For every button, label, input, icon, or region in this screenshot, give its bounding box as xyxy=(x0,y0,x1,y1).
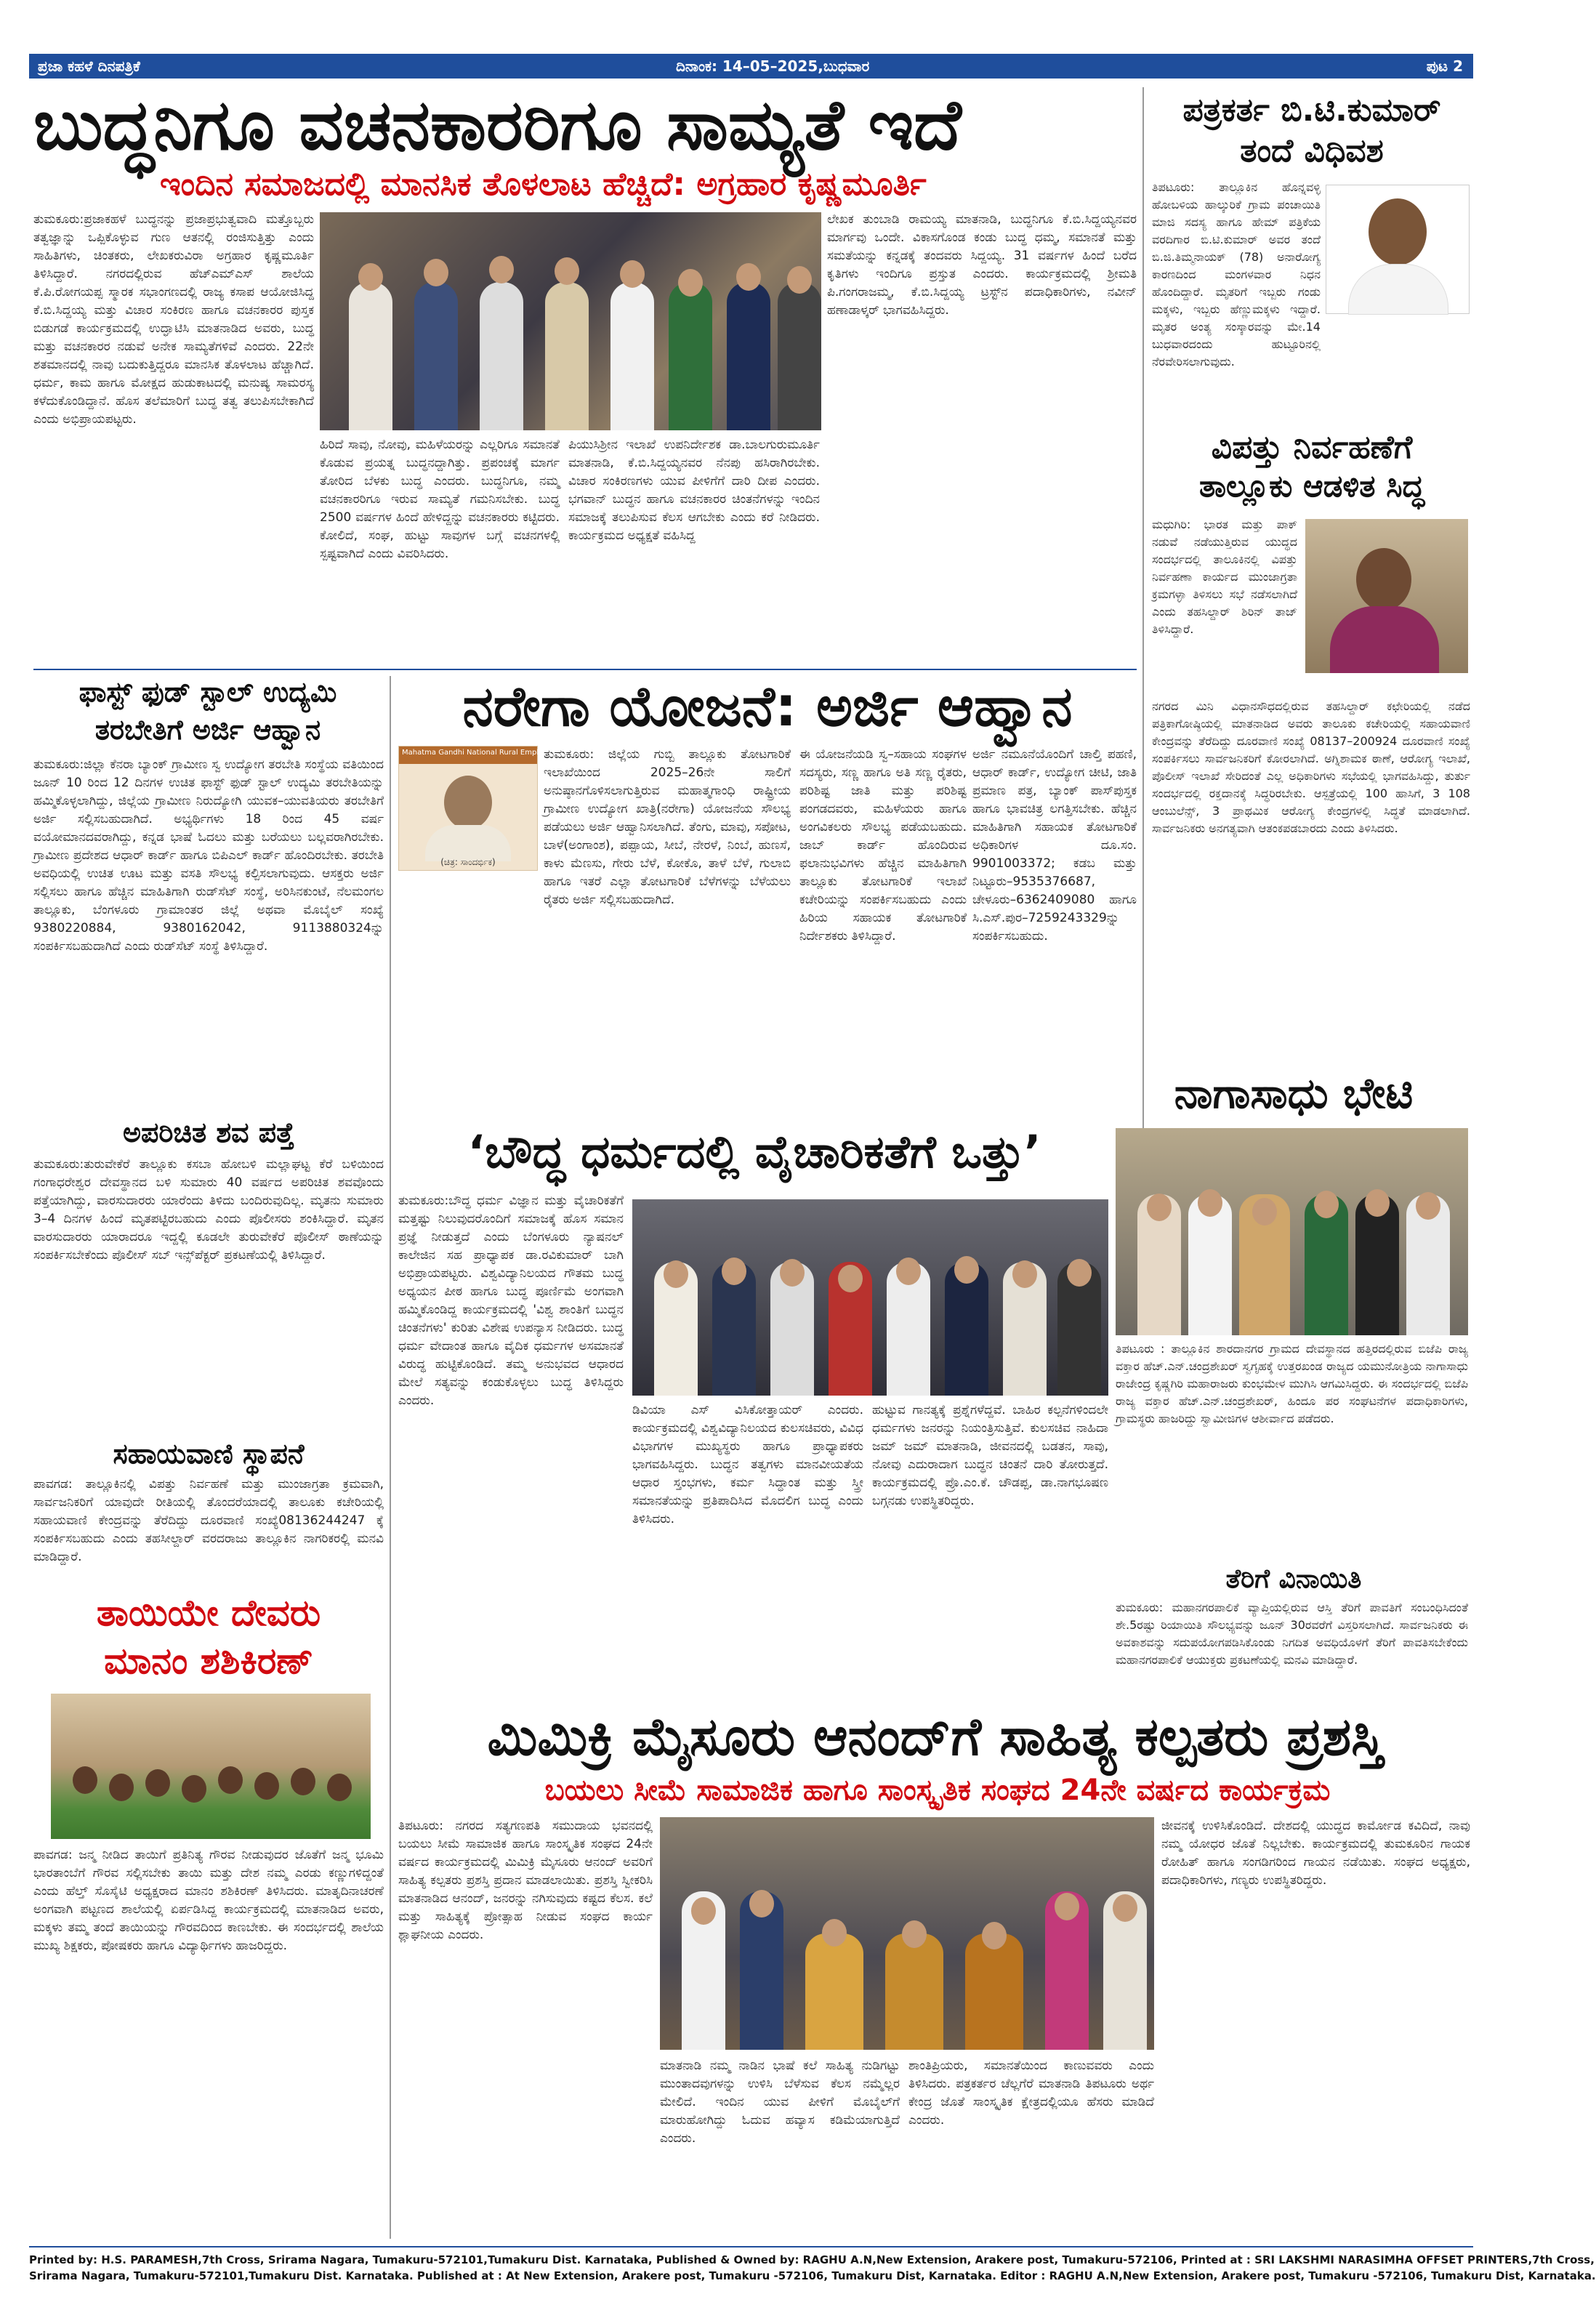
fastfood-headline-1: ಫಾಸ್ಟ್ ಫುಡ್ ಸ್ಟಾಲ್ ಉದ್ಯಮಿ xyxy=(78,676,337,708)
buddha-event-photo xyxy=(632,1199,1108,1396)
tax-headline: ತೆರಿಗೆ ವಿನಾಯಿತಿ xyxy=(1225,1564,1362,1594)
nrega-headline: ನರೇಗಾ ಯೋಜನೆ: ಅರ್ಜಿ ಆಹ್ವಾನ xyxy=(462,674,1073,739)
mimicry-headline: ಮಿಮಿಕ್ರಿ ಮೈಸೂರು ಆನಂದ್‌ಗೆ ಸಾಹಿತ್ಯ ಕಲ್ಪತರು ಪ್ರಶಸ್ತಿ xyxy=(487,1706,1384,1767)
buddha-column-1: ತುಮಕೂರು:ಬೌದ್ಧ ಧರ್ಮ ವಿಜ್ಞಾನ ಮತ್ತು ವೈಚಾರಿಕತೆಗೆ ಮತ್ತಷ್ಟು ನಿಲುವುದರೊಂದಿಗೆ ಸಮಾಜಕ್ಕೆ ಹೊಸ ಸಮಾನ ಪ್ರಜ್ಞೆ ನೀಡುತ್ತದೆ ಎಂದು ಬೆಂಗಳೂರು ನ್ಯಾಷನಲ್ ಕಾಲೇಜಿನ ಸಹ ಪ್ರಾಧ್ಯಾಪಕ ಡಾ.ರವಿಕುಮಾರ್ ಬಾಗಿ ಅಭಿಪ್ರಾಯಪಟ್ಟರು. ವಿಶ್ವವಿದ್ಯಾನಿಲಯದ ಗೌತಮ ಬುದ್ಧ ಅಧ್ಯಯನ ಪೀಠ ಹಾಗೂ ಬುದ್ಧ ಪೂರ್ಣಿಮೆ ಅಂಗವಾಗಿ ಹಮ್ಮಿಕೊಂಡಿದ್ದ ಕಾರ್ಯಕ್ರಮದಲ್ಲಿ 'ವಿಶ್ವ ಶಾಂತಿಗೆ ಬುದ್ಧನ ಚಿಂತನೆಗಳು' ಕುರಿತು ವಿಶೇಷ ಉಪನ್ಯಾಸ ನೀಡಿದರು. ಬುದ್ಧ ಧರ್ಮ ವೇದಾಂತ ಹಾಗೂ ವೈದಿಕ ಧರ್ಮಗಳ ಅಸಮಾನತೆ ವಿರುದ್ಧ ಹುಟ್ಟಿಕೊಂಡಿದೆ. ತಮ್ಮ ಅನುಭವದ ಆಧಾರದ ಮೇಲೆ ಸತ್ಯವನ್ನು ಕಂಡುಕೊಳ್ಳಲು ಬುದ್ಧ ತಿಳಿಸಿದ್ದರು ಎಂದರು. xyxy=(398,1194,624,1408)
naga-sadhu-photo xyxy=(1116,1128,1468,1335)
buddha-column-2: ಡಿವಿಯಾ ಎಸ್ ವಿಸಿಕೋತ್ತಾಯರ್ ಎಂದರು. ಕಾರ್ಯಕ್ರಮದಲ್ಲಿ ವಿಶ್ವವಿದ್ಯಾನಿಲಯದ ಕುಲಸಚಿವರು, ವಿವಿಧ ವಿಭಾಗಗಳ ಮುಖ್ಯಸ್ಥರು ಹಾಗೂ ಪ್ರಾಧ್ಯಾಪಕರು ಭಾಗವಹಿಸಿದ್ದರು. ಬುದ್ಧನ ತತ್ವಗಳು ಮಾನವೀಯತೆಯ ಆಧಾರ ಸ್ತಂಭಗಳು, ಕರ್ಮ ಸಿದ್ಧಾಂತ ಮತ್ತು ಸ್ತ್ರೀ ಸಮಾನತೆಯನ್ನು ಪ್ರತಿಪಾದಿಸಿದ ಮೊದಲಿಗ ಬುದ್ಧ ಎಂದು ತಿಳಿಸಿದರು. xyxy=(632,1403,863,1526)
tahsildar-photo xyxy=(1305,519,1468,673)
lead-column-3: ಪಿಯುಸಿಶ್ರೀನ ಇಲಾಖೆ ಉಪನಿರ್ದೇಶಕ ಡಾ.ಬಾಲಗುರುಮೂರ್ತಿ ಮಾತನಾಡಿ, ಕೆ.ಬಿ.ಸಿದ್ದಯ್ಯನವರ ನೆನಪು ಹಸಿರಾಗಿರಬೇಕು. ವಿಚಾರ ಸಂಕಿರಣಗಳು ಯುವ ಪೀಳಿಗೆಗೆ ದಾರಿ ದೀಪ ಎಂದರು. ಭಗವಾನ್ ಬುದ್ಧನ ಹಾಗೂ ವಚನಕಾರರ ಚಿಂತನೆಗಳನ್ನು ಇಂದಿನ ಸಮಾಜಕ್ಕೆ ತಲುಪಿಸುವ ಕೆಲಸ ಆಗಬೇಕು ಎಂದು ಕರೆ ನೀಡಿದರು. ಕಾರ್ಯಕ್ರಮದ ಅಧ್ಯಕ್ಷತೆ ವಹಿಸಿದ್ದ xyxy=(568,438,820,543)
imprint-line-1: Printed by: H.S. PARAMESH,7th Cross, Srirama Nagara, Tumakuru-572101,Tumakuru Dist. Karnataka, Published & Owned by: RAGHU A.N,New Extension, Arakere post, Tumakuru-572106, Printed at : SRI LAKSHMI NARASIMHA OFFSET PRINTERS,7th Cross, xyxy=(29,2253,1595,2266)
mimicry-column-2: ಮಾತನಾಡಿ ನಮ್ಮ ನಾಡಿನ ಭಾಷೆ ಕಲೆ ಸಾಹಿತ್ಯ ನುಡಿಗಟ್ಟು ಮುಂತಾದವುಗಳನ್ನು ಉಳಿಸಿ ಬೆಳೆಸುವ ಕೆಲಸ ನಮ್ಮೆಲ್ಲರ ಮೇಲಿದೆ. ಇಂದಿನ ಯುವ ಪೀಳಿಗೆ ಮೊಬೈಲ್‌ಗೆ ಮಾರುಹೋಗಿದ್ದು ಓದುವ ಹವ್ಯಾಸ ಕಡಿಮೆಯಾಗುತ್ತಿದೆ ಎಂದರು. xyxy=(660,2059,900,2146)
nrega-column-3: ಅರ್ಜಿ ನಮೂನೆಯೊಂದಿಗೆ ಚಾಲ್ತಿ ಪಹಣಿ, ಆಧಾರ್ ಕಾರ್ಡ್, ಉದ್ಯೋಗ ಚೀಟಿ, ಜಾತಿ ಪ್ರಮಾಣ ಪತ್ರ, ಬ್ಯಾಂಕ್ ಪಾಸ್‌ಪುಸ್ತಕ ಹಾಗೂ ಭಾವಚಿತ್ರ ಲಗತ್ತಿಸಬೇಕು. ಹೆಚ್ಚಿನ ಮಾಹಿತಿಗಾಗಿ ಸಹಾಯಕ ತೋಟಗಾರಿಕೆ ಅಧಿಕಾರಿಗಳ ದೂ.ಸಂ. 9901003372; ಕಡಬ ಮತ್ತು ನಿಟ್ಟೂರು–9535376687, ಚೇಳೂರು–6362409080 ಹಾಗೂ ಸಿ.ಎಸ್.ಪುರ–7259243329ನ್ನು ಸಂಪರ್ಕಿಸಬಹುದು. xyxy=(972,747,1137,943)
lead-column-1: ತುಮಕೂರು:ಪ್ರಜಾಕಹಳೆ ಬುದ್ಧನನ್ನು ಪ್ರಜಾಪ್ರಭುತ್ವವಾದಿ ಮತ್ತೊಬ್ಬರು ತತ್ವಜ್ಞಾನ್ನು ಒಪ್ಪಿಕೊಳ್ಳುವ ಗುಣ ಆತನಲ್ಲಿ ರಂಜಿಸುತ್ತಿತ್ತು ಎಂದು ಸಾಹಿತಿಗಳು, ಚಿಂತಕರು, ಲೇಖಕರುವಿರಾ ಅಗ್ರಹಾರ ಕೃಷ್ಣಮೂರ್ತಿ ತಿಳಿಸಿದ್ದಾರೆ. ನಗರದಲ್ಲಿರುವ ಹೆಚ್‌ಎಮ್‌ಎಸ್ ಶಾಲೆಯ ಕೆ.ಪಿ.ರೋಗಯಪ್ಪ ಸ್ಮಾರಕ ಸಭಾಂಗಣದಲ್ಲಿ ರಾಜ್ಯ ಕಸಾಪ ಆಯೋಜಿಸಿದ್ದ ಕೆ.ಬಿ.ಸಿದ್ದಯ್ಯ ಮತ್ತು ವಿಚಾರ ಸಂಕಿರಣ ಹಾಗೂ ವಚನಕಾರರ ಪುಸ್ತಕ ಬಿಡುಗಡೆ ಕಾರ್ಯಕ್ರಮದಲ್ಲಿ ಉದ್ಘಾಟಿಸಿ ಮಾತನಾಡಿದ ಅವರು, ಬುದ್ಧ ಮತ್ತು ವಚನಕಾರರ ನಡುವೆ ಅನೇಕ ಸಾಮ್ಯತೆಗಳಿವೆ ಎಂದರು. 22ನೇ ಶತಮಾನದಲ್ಲಿ ನಾವು ಬದುಕುತ್ತಿದ್ದರೂ ಮಾನಸಿಕ ತೊಳಲಾಟ ಹೆಚ್ಚಾಗಿದೆ. ಧರ್ಮ, ಕಾಮ ಹಾಗೂ ಮೋಕ್ಷದ ಹುಡುಕಾಟದಲ್ಲಿ ಮನುಷ್ಯ ಸಾಮರಸ್ಯ ಕಳೆದುಕೊಂಡಿದ್ದಾನೆ. ಹೊಸ ತಲೆಮಾರಿಗೆ ಬುದ್ಧ ತತ್ವ ತಲುಪಿಸಬೇಕಾಗಿದೆ ಎಂದು ಅಭಿಪ್ರಾಯಪಟ್ಟರು. xyxy=(33,212,314,427)
helpline-headline: ಸಹಾಯವಾಣಿ ಸ್ಥಾಪನೆ xyxy=(113,1438,305,1470)
lead-column-2: ಹಿರಿದೆ ಸಾವು, ನೋವು, ಮಹಿಳೆಯರನ್ನು ಎಲ್ಲರಿಗೂ ಸಮಾನತೆ ಕೊಡುವ ಪ್ರಯತ್ನ ಬುದ್ಧನದ್ದಾಗಿತ್ತು. ಪ್ರಪಂಚಕ್ಕೆ ಮಾರ್ಗ ತೋರಿದ ಬೆಳಕು ಬುದ್ಧ ಎಂದರು. ಬುದ್ಧನಿಗೂ, ನಮ್ಮ ವಚನಕಾರರಿಗೂ ಇರುವ ಸಾಮ್ಯತೆ ಗಮನಿಸಬೇಕು. ಬುದ್ಧ 2500 ವರ್ಷಗಳ ಹಿಂದೆ ಹೇಳಿದ್ದನ್ನು ವಚನಕಾರರು ಕಟ್ಟಿದರು. ಕೋಲಿದೆ, ಸಂಘ, ಹುಟ್ಟು ಸಾವುಗಳ ಬಗ್ಗೆ ವಚನಗಳಲ್ಲಿ ಸ್ಪಷ್ಟವಾಗಿದೆ ಎಂದು ವಿವರಿಸಿದರು. xyxy=(320,438,560,561)
imprint-line-2: Srirama Nagara, Tumakuru-572101,Tumakuru Dist. Karnataka. Published at : At New Extension, Arakere post, Tumakuru -572106, Tumakuru Dist, Karnataka. Editor : RAGHU A.N,New Extension, Arakere post, Tumakuru -572106, Tumakuru Dist, Karnataka. xyxy=(29,2269,1596,2282)
column-divider xyxy=(390,676,391,2239)
nrega-column-2: ಈ ಯೋಜನೆಯಡಿ ಸ್ವ–ಸಹಾಯ ಸಂಘಗಳ ಸದಸ್ಯರು, ಸಣ್ಣ ಹಾಗೂ ಅತಿ ಸಣ್ಣ ರೈತರು, ಪರಿಶಿಷ್ಟ ಜಾತಿ ಮತ್ತು ಪರಿಶಿಷ್ಟ ಪಂಗಡದವರು, ಮಹಿಳೆಯರು ಹಾಗೂ ಅಂಗವಿಕಲರು ಸೌಲಭ್ಯ ಪಡೆಯಬಹುದು. ಜಾಬ್ ಕಾರ್ಡ್ ಹೊಂದಿರುವ ಫಲಾನುಭವಿಗಳು ಹೆಚ್ಚಿನ ಮಾಹಿತಿಗಾಗಿ ತಾಲ್ಲೂಕು ತೋಟಗಾರಿಕೆ ಇಲಾಖೆ ಕಚೇರಿಯನ್ನು ಸಂಪರ್ಕಿಸಬಹುದು ಎಂದು ಹಿರಿಯ ಸಹಾಯಕ ತೋಟಗಾರಿಕೆ ನಿರ್ದೇಶಕರು ತಿಳಿಸಿದ್ದಾರೆ. xyxy=(799,747,967,943)
naga-body: ತಿಪಟೂರು : ತಾಲ್ಲೂಕಿನ ಶಾರದಾನಗರ ಗ್ರಾಮದ ದೇವಸ್ಥಾನದ ಹತ್ತಿರದಲ್ಲಿರುವ ಬಿಜೆಪಿ ರಾಜ್ಯ ವಕ್ತಾರ ಹೆಚ್.ಎನ್.ಚಂದ್ರಶೇಖರ್ ಸ್ವಗೃಹಕ್ಕೆ ಉತ್ತರಖಂಡ ರಾಜ್ಯದ ಯಮುನೋತ್ರಿಯ ನಾಗಾಸಾಧು ರಾಜೇಂದ್ರ ಕೃಷ್ಣಗಿರಿ ಮಹಾರಾಜರು ಕುಂಭಮೇಳ ಮುಗಿಸಿ ಆಗಮಿಸಿದ್ದರು. ಈ ಸಂದರ್ಭದಲ್ಲಿ ಬಿಜೆಪಿ ರಾಜ್ಯ ವಕ್ತಾರ ಹೆಚ್.ಎನ್.ಚಂದ್ರಶೇಖರ್, ಹಿಂದೂ ಪರ ಸಂಘಟನೆಗಳ ಪದಾಧಿಕಾರಿಗಳು, ಗ್ರಾಮಸ್ಥರು ಹಾಜರಿದ್ದು ಸ್ವಾಮೀಜಿಗಳ ಆಶೀರ್ವಾದ ಪಡೆದರು. xyxy=(1116,1342,1468,1425)
fastfood-headline-2: ತರಬೇತಿಗೆ ಅರ್ಜಿ ಆಹ್ವಾನ xyxy=(94,714,321,746)
unknown-body-text: ತುಮಕೂರು:ತುರುವೇಕೆರೆ ತಾಲ್ಲೂಕು ಕಸಬಾ ಹೋಬಳಿ ಮಲ್ಲಾಘಟ್ಟ ಕೆರೆ ಬಳಿಯಿಂದ ಗಂಗಾಧರೇಶ್ವರ ದೇವಸ್ಥಾನದ ಬಳಿ ಸುಮಾರು 40 ವರ್ಷದ ಅಪರಿಚಿತ ಶವವೊಂದು ಪತ್ತೆಯಾಗಿದ್ದು, ವಾರಸುದಾರರು ಯಾರೆಂದು ತಿಳಿದು ಬಂದಿರುವುದಿಲ್ಲ. ಮೃತನು ಸುಮಾರು 3–4 ದಿನಗಳ ಹಿಂದೆ ಮೃತಪಟ್ಟಿರಬಹುದು ಎಂದು ಪೊಲೀಸರು ಶಂಕಿಸಿದ್ದಾರೆ. ಮೃತನ ವಾರಸುದಾರರು ಯಾರಾದರೂ ಇದ್ದಲ್ಲಿ ಕೂಡಲೇ ತುರುವೇಕೆರೆ ಪೊಲೀಸ್ ಠಾಣೆಯನ್ನು ಸಂಪರ್ಕಿಸಬೇಕೆಂದು ಪೊಲೀಸ್ ಸಬ್ ಇನ್ಸ್‌ಪೆಕ್ಟರ್ ಪ್ರಕಟಣೆಯಲ್ಲಿ ತಿಳಿಸಿದ್ದಾರೆ. xyxy=(33,1157,384,1263)
lead-column-4: ಲೇಖಕ ತುಂಬಾಡಿ ರಾಮಯ್ಯ ಮಾತನಾಡಿ, ಬುದ್ಧನಿಗೂ ಕೆ.ಬಿ.ಸಿದ್ದಯ್ಯನವರ ಮಾರ್ಗವು ಒಂದೇ. ವಿಕಾಸಗೊಂಡ ಕಂಡು ಬುದ್ಧ ಧಮ್ಮ, ಸಮಾನತೆ ಮತ್ತು ಸಮತೆಯನ್ನು ಕನ್ನಡಕ್ಕೆ ತಂದವರು ಸಿದ್ದಯ್ಯ. 31 ವರ್ಷಗಳ ಹಿಂದೆ ಬರೆದ ಕೃತಿಗಳು ಇಂದಿಗೂ ಪ್ರಸ್ತುತ ಎಂದರು. ಕಾರ್ಯಕ್ರಮದಲ್ಲಿ ಶ್ರೀಮತಿ ಪಿ.ಗಂಗರಾಜಮ್ಮ, ಕೆ.ಬಿ.ಸಿದ್ದಯ್ಯ ಟ್ರಸ್ಟ್‌ನ ಪದಾಧಿಕಾರಿಗಳು, ನವೀನ್ ಹಣಾಡಾಳ್ಕರ್ ಭಾಗವಹಿಸಿದ್ದರು. xyxy=(827,212,1137,318)
mimicry-column-3: ಶಾಂತಿಪ್ರಿಯರು, ಸಮಾನತೆಯಿಂದ ಕಾಣುವವರು ಎಂದು ತಿಳಿಸಿದರು. ಪತ್ರಕರ್ತರ ಚೆಲ್ಲಗೆರೆ ಮಾತನಾಡಿ ತಿಪಟೂರು ಅರ್ಥ ಕೇಂದ್ರ ಜೊತೆ ಸಾಂಸ್ಕೃತಿಕ ಕ್ಷೇತ್ರದಲ್ಲಿಯೂ ಹೆಸರು ಮಾಡಿದೆ ಎಂದರು. xyxy=(908,2059,1154,2128)
buddha-headline: ‘ಬೌದ್ಧ ಧರ್ಮದಲ್ಲಿ ವೈಚಾರಿಕತೆಗೆ ಒತ್ತು’ xyxy=(467,1125,1041,1178)
helpline-body: ಪಾವಗಡ: ತಾಲ್ಲೂಕಿನಲ್ಲಿ ವಿಪತ್ತು ನಿರ್ವಹಣೆ ಮತ್ತು ಮುಂಜಾಗ್ರತಾ ಕ್ರಮವಾಗಿ, ಸಾರ್ವಜನಿಕರಿಗೆ ಯಾವುದೇ ರೀತಿಯಲ್ಲಿ ತೊಂದರೆಯಾದಲ್ಲಿ ತಾಲೂಕು ಕಚೇರಿಯಲ್ಲಿ ಸಹಾಯವಾಣಿ ಕೇಂದ್ರವನ್ನು ತೆರೆದಿದ್ದು ದೂರವಾಣಿ ಸಂಖ್ಯೆ08136244247 ಕ್ಕೆ ಸಂಪರ್ಕಿಸಬಹುದು ಎಂದು ತಹಸೀಲ್ದಾರ್ ವರದರಾಜು ತಾಲ್ಲೂಕಿನ ನಾಗರಿಕರಲ್ಲಿ ಮನವಿ ಮಾಡಿದ್ದಾರೆ. xyxy=(33,1477,384,1564)
masthead-bar xyxy=(29,54,1473,79)
tax-body: ತುಮಕೂರು: ಮಹಾನಗರಪಾಲಿಕೆ ವ್ಯಾಪ್ತಿಯಲ್ಲಿರುವ ಆಸ್ತಿ ತೆರಿಗೆ ಪಾವತಿಗೆ ಸಂಬಂಧಿಸಿದಂತೆ ಶೇ.5ರಷ್ಟು ರಿಯಾಯಿತಿ ಸೌಲಭ್ಯವನ್ನು ಜೂನ್ 30ರವರೆಗೆ ವಿಸ್ತರಿಸಲಾಗಿದೆ. ಸಾರ್ವಜನಿಕರು ಈ ಅವಕಾಶವನ್ನು ಸದುಪಯೋಗಪಡಿಸಿಕೊಂಡು ನಿಗದಿತ ಅವಧಿಯೊಳಗೆ ತೆರಿಗೆ ಪಾವತಿಸಬೇಕೆಂದು ಮಹಾನಗರಪಾಲಿಕೆ ಆಯುಕ್ತರು ಪ್ರಕಟಣೆಯಲ್ಲಿ ಮನವಿ ಮಾಡಿದ್ದಾರೆ. xyxy=(1116,1601,1468,1667)
disaster-body-top: ಮಧುಗಿರಿ: ಭಾರತ ಮತ್ತು ಪಾಕ್ ನಡುವೆ ನಡೆಯುತ್ತಿರುವ ಯುದ್ಧದ ಸಂದರ್ಭದಲ್ಲಿ ತಾಲೂಕಿನಲ್ಲಿ ವಿಪತ್ತು ನಿರ್ವಹಣಾ ಕಾರ್ಯದ ಮುಂಜಾಗ್ರತಾ ಕ್ರಮಗಳ್ಳಾ ತಿಳಿಸಲು ಸಭೆ ನಡೆಸಲಾಗಿದೆ ಎಂದು ತಹಸಿಲ್ದಾರ್ ಶಿರಿನ್ ತಾಜ್ ತಿಳಿಸಿದ್ದಾರೆ. xyxy=(1152,518,1297,636)
obit-portrait xyxy=(1326,185,1470,314)
footer-rule xyxy=(29,2246,1473,2247)
mimicry-subheadline: ಬಯಲು ಸೀಮೆ ಸಾಮಾಜಿಕ ಹಾಗೂ ಸಾಂಸ್ಕೃತಿಕ ಸಂಘದ 24ನೇ ವರ್ಷದ ಕಾರ್ಯಕ್ರಮ xyxy=(544,1774,1331,1807)
poster-caption: Mahatma Gandhi National Rural Employment xyxy=(402,749,567,757)
fastfood-body: ತುಮಕೂರು:ಜಿಲ್ಲಾ ಕೆನರಾ ಬ್ಯಾಂಕ್ ಗ್ರಾಮೀಣ ಸ್ವ ಉದ್ಯೋಗ ತರಬೇತಿ ಸಂಸ್ಥೆಯ ವತಿಯಿಂದ ಜೂನ್ 10 ರಿಂದ 12 ದಿನಗಳ ಉಚಿತ ಫಾಸ್ಟ್ ಫುಡ್ ಸ್ಟಾಲ್ ಉದ್ಯಮಿ ತರಬೇತಿಯನ್ನು ಹಮ್ಮಿಕೊಳ್ಳಲಾಗಿದ್ದು, ಜಿಲ್ಲೆಯ ಗ್ರಾಮೀಣ ನಿರುದ್ಯೋಗಿ ಯುವಕ–ಯುವತಿಯರು ತರಬೇತಿಗೆ ಅರ್ಜಿ ಸಲ್ಲಿಸಬಹುದಾಗಿದೆ. ಅಭ್ಯರ್ಥಿಗಳು 18 ರಿಂದ 45 ವರ್ಷ ವಯೋಮಾನದವರಾಗಿದ್ದು, ಕನ್ನಡ ಭಾಷೆ ಓದಲು ಮತ್ತು ಬರೆಯಲು ಬಲ್ಲವರಾಗಿರಬೇಕು. ಗ್ರಾಮೀಣ ಪ್ರದೇಶದ ಆಧಾರ್ ಕಾರ್ಡ್ ಹಾಗೂ ಬಿಪಿಎಲ್ ಕಾರ್ಡ್ ಹೊಂದಿರಬೇಕು. ತರಬೇತಿ ಅವಧಿಯಲ್ಲಿ ಉಚಿತ ಊಟ ಮತ್ತು ವಸತಿ ಸೌಲಭ್ಯ ಕಲ್ಪಿಸಲಾಗುವುದು. ಆಸಕ್ತರು ಅರ್ಜಿ ಸಲ್ಲಿಸಲು ಹಾಗೂ ಹೆಚ್ಚಿನ ಮಾಹಿತಿಗಾಗಿ ರುಡ್‌ಸೆಟ್ ಸಂಸ್ಥೆ, ಅರಿಸಿನಕುಂಟೆ, ನೆಲಮಂಗಲ ತಾಲ್ಲೂಕು, ಬೆಂಗಳೂರು ಗ್ರಾಮಾಂತರ ಜಿಲ್ಲೆ ಅಥವಾ ಮೊಬೈಲ್ ಸಂಖ್ಯೆ 9380220884, 9380162042, 9113880324ನ್ನು ಸಂಪರ್ಕಿಸಬಹುದಾಗಿದೆ ಎಂದು ರುಡ್‌ಸೆಟ್ ಸಂಸ್ಥೆ ತಿಳಿಸಿದ್ದಾರೆ. xyxy=(33,757,384,954)
publication-name: ಪ್ರಜಾ ಕಹಳೆ ದಿನಪತ್ರಿಕೆ xyxy=(38,57,140,75)
mimicry-column-4: ಜೀವನಕ್ಕೆ ಉಳಿಸಿಕೊಂಡಿದೆ. ದೇಶದಲ್ಲಿ ಯುದ್ಧದ ಕಾರ್ಮೋಡ ಕವಿದಿದೆ, ನಾವು ನಮ್ಮ ಯೋಧರ ಜೊತೆ ನಿಲ್ಲಬೇಕು. ಕಾರ್ಯಕ್ರಮದಲ್ಲಿ ತುಮಕೂರಿನ ಗಾಯಕ ರೋಹಿತ್ ಹಾಗೂ ಸಂಗಡಿಗರಿಂದ ಗಾಯನ ನಡೆಯಿತು. ಸಂಘದ ಅಧ್ಯಕ್ಷರು, ಪದಾಧಿಕಾರಿಗಳು, ಗಣ್ಯರು ಉಪಸ್ಥಿತರಿದ್ದರು. xyxy=(1161,1819,1470,1888)
award-ceremony-photo xyxy=(660,1817,1154,2050)
disaster-headline-2: ತಾಲ್ಲೂಕು ಆಡಳಿತ ಸಿದ್ಧ xyxy=(1198,468,1425,504)
poster-tag: (ಚಿತ್ರ: ಸಾಂದರ್ಭಿಕ) xyxy=(440,857,496,867)
nrega-column-1: ತುಮಕೂರು: ಜಿಲ್ಲೆಯ ಗುಬ್ಬಿ ತಾಲ್ಲೂಕು ತೋಟಗಾರಿಕೆ ಇಲಾಖೆಯಿಂದ 2025–26ನೇ ಸಾಲಿಗೆ ಅನುಷ್ಠಾನಗೊಳಿಸಲಾಗುತ್ತಿರುವ ಮಹಾತ್ಮಗಾಂಧಿ ರಾಷ್ಟ್ರೀಯ ಗ್ರಾಮೀಣ ಉದ್ಯೋಗ ಖಾತ್ರಿ(ನರೇಗಾ) ಯೋಜನೆಯ ಸೌಲಭ್ಯ ಪಡೆಯಲು ಅರ್ಜಿ ಆಹ್ವಾನಿಸಲಾಗಿದೆ. ತೆಂಗು, ಮಾವು, ಸಪೋಟ, ಬಾಳೆ(ಅಂಗಾಂಶ), ಪಪ್ಪಾಯ, ಸೀಬೆ, ನೇರಳೆ, ನಿಂಬೆ, ಹುಣಸೆ, ಕಾಳು ಮೆಣಸು, ಗೇರು ಬೆಳೆ, ಕೋಕೊ, ತಾಳೆ ಬೆಳೆ, ಗುಲಾಬಿ ಹಾಗೂ ಇತರೆ ಎಲ್ಲಾ ತೋಟಗಾರಿಕೆ ಬೆಳೆಗಳನ್ನು ಬೆಳೆಯಲು ರೈತರು ಅರ್ಜಿ ಸಲ್ಲಿಸಬಹುದಾಗಿದೆ. xyxy=(544,747,791,907)
buddha-column-3: ಹುಟ್ಟುವ ಗಾನತ್ಯಕ್ಕೆ ಪ್ರಶ್ನೆಗಳೆದ್ದವೆ. ಬಾಹಿರ ಕಲ್ಪನೆಗಳಿಂದಲೇ ಧರ್ಮಗಳು ಜನರನ್ನು ನಿಯಂತ್ರಿಸುತ್ತಿವೆ. ಕುಲಸಚಿವ ನಾಹಿದಾ ಜಮ್ ಜಮ್ ಮಾತನಾಡಿ, ಜೀವನದಲ್ಲಿ ಬಡತನ, ಸಾವು, ನೋವು ಎದುರಾದಾಗ ಬುದ್ಧನ ಚಿಂತನೆ ದಾರಿ ತೋರುತ್ತದೆ. ಕಾರ್ಯಕ್ರಮದಲ್ಲಿ ಪ್ರೊ.ಎಂ.ಕೆ. ಚೌಡಪ್ಪ, ಡಾ.ನಾಗಭೂಷಣ ಬಗ್ಗನಡು ಉಪಸ್ಥಿತರಿದ್ದರು. xyxy=(872,1403,1108,1508)
obit-body: ತಿಪಟೂರು: ತಾಲ್ಲೂಕಿನ ಹೊನ್ನವಳ್ಳಿ ಹೋಬಳಿಯ ಹಾಲ್ಕುರಿಕೆ ಗ್ರಾಮ ಪಂಚಾಯಿತಿ ಮಾಜಿ ಸದಸ್ಯ ಹಾಗೂ ಹೇಮ್ ಪತ್ರಿಕೆಯ ವರದಿಗಾರ ಬಿ.ಟಿ.ಕುಮಾರ್ ಅವರ ತಂದೆ ಬಿ.ಜಿ.ತಿಮ್ಮನಾಯಕ್ (78) ಅನಾರೋಗ್ಯ ಕಾರಣದಿಂದ ಮಂಗಳವಾರ ನಿಧನ ಹೊಂದಿದ್ದಾರೆ. ಮೃತರಿಗೆ ಇಬ್ಬರು ಗಂಡು ಮಕ್ಕಳು, ಇಬ್ಬರು ಹೆಣ್ಣುಮಕ್ಕಳು ಇದ್ದಾರೆ. ಮೃತರ ಅಂತ್ಯ ಸಂಸ್ಕಾರವನ್ನು ಮೇ.14 ಬುಧವಾರದಂದು ಹುಟ್ಟೂರಿನಲ್ಲಿ ನೆರವೇರಿಸಲಾಗುವುದು. xyxy=(1152,180,1321,369)
disaster-headline-1: ವಿಪತ್ತು ನಿರ್ವಹಣೆಗೆ xyxy=(1211,429,1413,466)
obit-headline-1: ಪತ್ರಕರ್ತ ಬಿ.ಟಿ.ಕುಮಾರ್ xyxy=(1182,92,1441,129)
mother-body: ಪಾವಗಡ: ಜನ್ಮ ನೀಡಿದ ತಾಯಿಗೆ ಪ್ರತಿನಿತ್ಯ ಗೌರವ ನೀಡುವುದರ ಜೊತೆಗೆ ಜನ್ಮ ಭೂಮಿ ಭಾರತಾಂಬೆಗೆ ಗೌರವ ಸಲ್ಲಿಸಬೇಕು ತಾಯಿ ಮತ್ತು ದೇಶ ನಮ್ಮ ಎರಡು ಕಣ್ಣುಗಳಿದ್ದಂತೆ ಎಂದು ಹೆಲ್ತ್ ಸೊಸೈಟಿ ಅಧ್ಯಕ್ಷರಾದ ಮಾನಂ ಶಶಿಕಿರಣ್ ತಿಳಿಸಿದರು. ಮಾತೃದಿನಾಚರಣೆ ಅಂಗವಾಗಿ ಪಟ್ಟಣದ ಶಾಲೆಯಲ್ಲಿ ಏರ್ಪಡಿಸಿದ್ದ ಕಾರ್ಯಕ್ರಮದಲ್ಲಿ ಮಾತನಾಡಿದ ಅವರು, ಮಕ್ಕಳು ತಮ್ಮ ತಂದೆ ತಾಯಿಯನ್ನು ಗೌರವದಿಂದ ಕಾಣಬೇಕು. ಈ ಸಂದರ್ಭದಲ್ಲಿ ಶಾಲೆಯ ಮುಖ್ಯ ಶಿಕ್ಷಕರು, ಪೋಷಕರು ಹಾಗೂ ವಿದ್ಯಾರ್ಥಿಗಳು ಹಾಜರಿದ್ದರು. xyxy=(33,1848,384,1953)
unknown-body-headline: ಅಪರಿಚಿತ ಶವ ಪತ್ತೆ xyxy=(122,1116,295,1148)
section-rule xyxy=(33,669,1137,670)
imprint-footer xyxy=(29,2252,1596,2284)
mother-headline-2: ಮಾನಂ ಶಶಿಕಿರಣ್ xyxy=(104,1640,313,1682)
lead-headline: ಬುದ್ಧನಿಗೂ ವಚನಕಾರರಿಗೂ ಸಾಮ್ಯತೆ ಇದೆ xyxy=(33,84,962,166)
issue-date: ದಿನಾಂಕ: 14–05–2025,ಬುಧವಾರ xyxy=(676,57,870,75)
book-release-photo xyxy=(320,212,821,430)
mimicry-column-1: ತಿಪಟೂರು: ನಗರದ ಸತ್ಯಗಣಪತಿ ಸಮುದಾಯ ಭವನದಲ್ಲಿ ಬಯಲು ಸೀಮೆ ಸಾಮಾಜಿಕ ಹಾಗೂ ಸಾಂಸ್ಕೃತಿಕ ಸಂಘದ 24ನೇ ವರ್ಷದ ಕಾರ್ಯಕ್ರಮದಲ್ಲಿ ಮಿಮಿಕ್ರಿ ಮೈಸೂರು ಆನಂದ್ ಅವರಿಗೆ ಸಾಹಿತ್ಯ ಕಲ್ಪತರು ಪ್ರಶಸ್ತಿ ಪ್ರದಾನ ಮಾಡಲಾಯಿತು. ಪ್ರಶಸ್ತಿ ಸ್ವೀಕರಿಸಿ ಮಾತನಾಡಿದ ಆನಂದ್, ಜನರನ್ನು ನಗಿಸುವುದು ಕಷ್ಟದ ಕೆಲಸ. ಕಲೆ ಮತ್ತು ಸಾಹಿತ್ಯಕ್ಕೆ ಪ್ರೋತ್ಸಾಹ ನೀಡುವ ಸಂಘದ ಕಾರ್ಯ ಶ್ಲಾಘನೀಯ ಎಂದರು. xyxy=(398,1819,653,1942)
obit-headline-2: ತಂದೆ ವಿಧಿವಶ xyxy=(1240,132,1384,169)
mothers-day-photo xyxy=(51,1694,371,1839)
naga-headline: ನಾಗಾಸಾಧು ಭೇಟಿ xyxy=(1174,1069,1414,1118)
mother-headline-1: ತಾಯಿಯೇ ದೇವರು xyxy=(96,1592,321,1634)
lead-subheadline: ಇಂದಿನ ಸಮಾಜದಲ್ಲಿ ಮಾನಸಿಕ ತೊಳಲಾಟ ಹೆಚ್ಚಿದೆ: ಅಗ್ರಹಾರ ಕೃಷ್ಣಮೂರ್ತಿ xyxy=(160,166,927,203)
disaster-body: ನಗರದ ಮಿನಿ ವಿಧಾನಸೌಧದಲ್ಲಿರುವ ತಹಸಿಲ್ದಾರ್ ಕಛೇರಿಯಲ್ಲಿ ನಡೆದ ಪತ್ರಿಕಾಗೋಷ್ಠಿಯಲ್ಲಿ ಮಾತನಾಡಿದ ಅವರು ತಾಲೂಕು ಕಚೇರಿಯಲ್ಲಿ ಸಹಾಯವಾಣಿ ಕೇಂದ್ರವನ್ನು ತೆರೆದಿದ್ದು ದೂರವಾಣಿ ಸಂಖ್ಯೆ 08137–200924 ದೂರವಾಣಿ ಸಂಖ್ಯೆ ಸಂಪರ್ಕಿಸಲು ಸಾರ್ವಜನಿಕರಿಗೆ ಕೋರಲಾಗಿದೆ. ಅಗ್ನಿಶಾಮಕ ಠಾಣೆ, ಆರೋಗ್ಯ ಇಲಾಖೆ, ಪೊಲೀಸ್ ಇಲಾಖೆ ಸೇರಿದಂತೆ ಎಲ್ಲ ಅಧಿಕಾರಿಗಳು ಸಭೆಯಲ್ಲಿ ಭಾಗವಹಿಸಿದ್ದು, ತುರ್ತು ಸಂದರ್ಭದಲ್ಲಿ ರಕ್ತದಾನಕ್ಕೆ ಸಿದ್ಧರಿರಬೇಕು. ಆಸ್ಪತ್ರೆಯಲ್ಲಿ 100 ಹಾಸಿಗೆ, 3 108 ಆಂಬುಲೆನ್ಸ್, 3 ಪ್ರಾಥಮಿಕ ಆರೋಗ್ಯ ಕೇಂದ್ರಗಳಲ್ಲಿ ಸಿದ್ಧತೆ ಮಾಡಲಾಗಿದೆ. ಸಾರ್ವಜನಿಕರು ಅನಗತ್ಯವಾಗಿ ಆತಂಕಪಡಬಾರದು ಎಂದು ತಿಳಿಸಿದರು. xyxy=(1152,699,1470,835)
page-number: ಪುಟ 2 xyxy=(1426,57,1463,75)
